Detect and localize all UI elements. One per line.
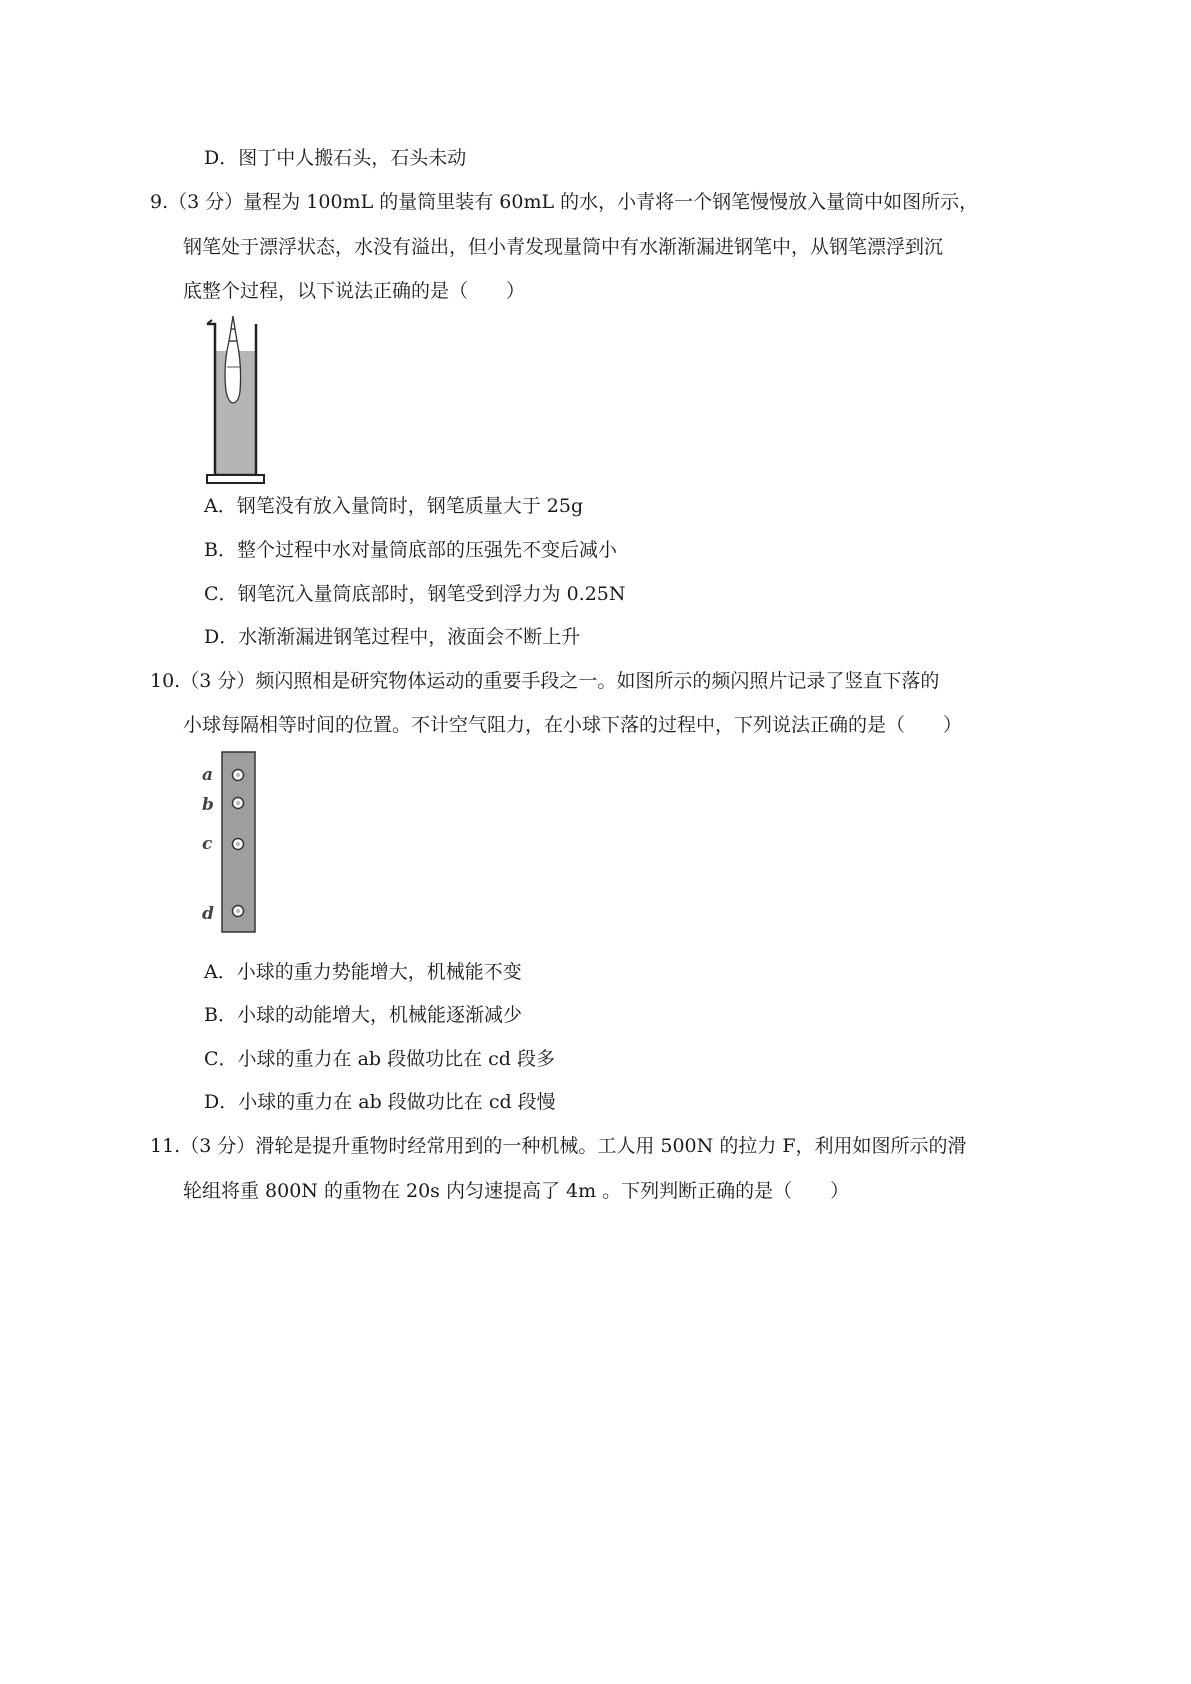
question-9-line-2: 钢笔处于漂浮状态，水没有溢出，但小青发现量筒中有水渐渐漏进钢笔中，从钢笔漂浮到沉 — [183, 236, 944, 258]
question-9-option-a: A．钢笔没有放入量筒时，钢笔质量大于 25g — [204, 495, 584, 517]
previous-option-d: D．图丁中人搬石头，石头未动 — [204, 147, 467, 169]
question-10-option-a: A．小球的重力势能增大，机械能不变 — [204, 961, 522, 983]
question-11-line-1: 11.（3 分）滑轮是提升重物时经常用到的一种机械。工人用 500N 的拉力 F，利用如图所示的滑 — [150, 1135, 967, 1157]
question-10-line-2: 小球每隔相等时间的位置。不计空气阻力，在小球下落的过程中，下列说法正确的是（ ） — [183, 714, 963, 736]
graduated-cylinder-figure — [205, 311, 267, 486]
question-9-option-c: C．钢笔沉入量筒底部时，钢笔受到浮力为 0.25N — [204, 583, 626, 605]
question-10-option-d: D．小球的重力在 ab 段做功比在 cd 段慢 — [204, 1091, 556, 1113]
question-9-option-d: D．水渐渐漏进钢笔过程中，液面会不断上升 — [204, 626, 581, 648]
strobe-photo-figure — [200, 748, 260, 936]
question-9-option-b: B．整个过程中水对量筒底部的压强先不变后减小 — [204, 539, 617, 561]
label-b: b — [202, 795, 214, 815]
label-c: c — [202, 834, 213, 854]
question-10-option-c: C．小球的重力在 ab 段做功比在 cd 段多 — [204, 1048, 555, 1070]
question-9-line-3: 底整个过程，以下说法正确的是（ ） — [183, 280, 526, 302]
label-d: d — [202, 904, 214, 924]
question-11-line-2: 轮组将重 800N 的重物在 20s 内匀速提高了 4m 。下列判断正确的是（ ） — [183, 1180, 850, 1202]
pen-icon — [225, 316, 241, 403]
label-a: a — [202, 765, 214, 785]
question-10-line-1: 10.（3 分）频闪照相是研究物体运动的重要手段之一。如图所示的频闪照片记录了竖直下落的 — [150, 670, 940, 692]
question-9-line-1: 9.（3 分）量程为 100mL 的量筒里装有 60mL 的水，小青将一个钢笔慢慢放入量筒中如图所示， — [150, 191, 979, 213]
question-10-option-b: B．小球的动能增大，机械能逐渐减少 — [204, 1004, 522, 1026]
